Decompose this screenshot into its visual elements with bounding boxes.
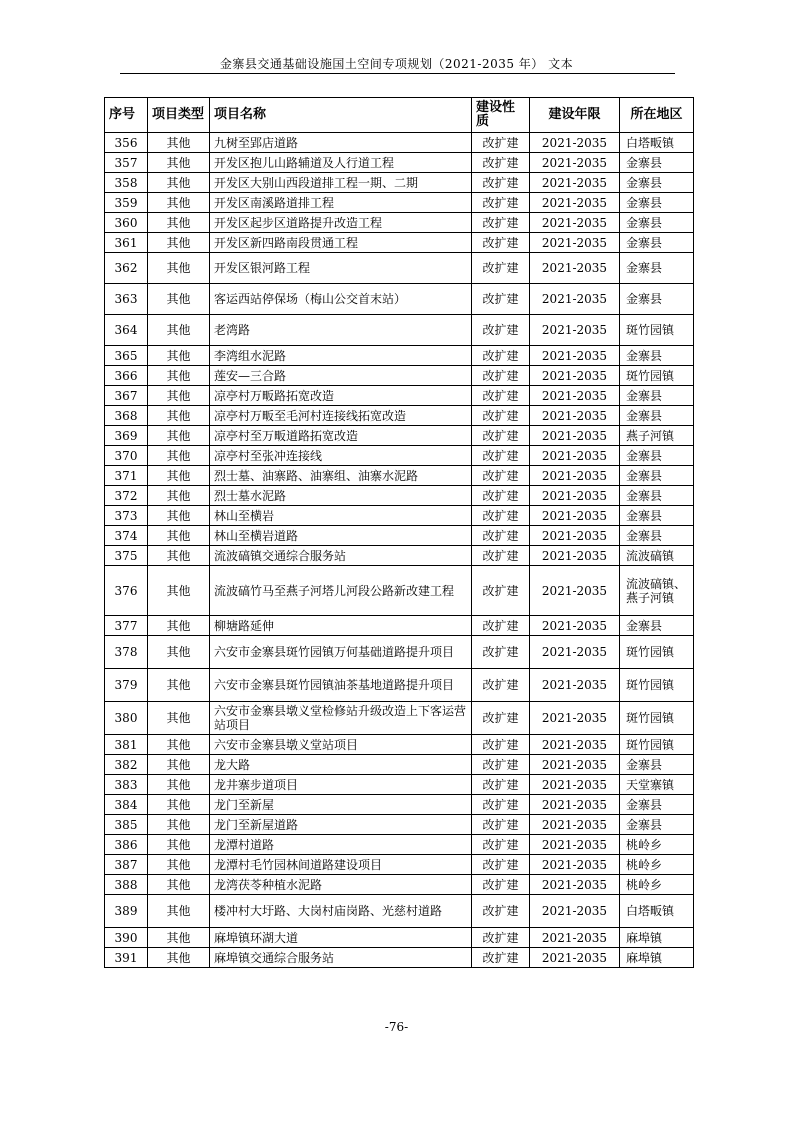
cell-name: 龙门至新屋道路 — [210, 815, 472, 835]
cell-period: 2021-2035 — [530, 669, 620, 702]
cell-name: 麻埠镇交通综合服务站 — [210, 948, 472, 968]
page-number: -76- — [384, 1020, 409, 1034]
cell-area: 金寨县 — [620, 616, 694, 636]
cell-nature: 改扩建 — [472, 815, 530, 835]
table-row — [105, 233, 694, 253]
cell-period: 2021-2035 — [530, 895, 620, 928]
cell-type: 其他 — [148, 133, 210, 153]
cell-name: 凉亭村至张冲连接线 — [210, 446, 472, 466]
cell-area: 金寨县 — [620, 815, 694, 835]
cell-period: 2021-2035 — [530, 173, 620, 193]
cell-seq: 367 — [105, 386, 148, 406]
cell-period: 2021-2035 — [530, 366, 620, 386]
cell-seq: 386 — [105, 835, 148, 855]
col-header-name: 项目名称 — [210, 98, 472, 133]
table-body — [105, 133, 694, 968]
table-row — [105, 446, 694, 466]
cell-name: 六安市金寨县墩义堂站项目 — [210, 735, 472, 755]
cell-area: 流波碻镇 — [620, 546, 694, 566]
cell-nature: 改扩建 — [472, 735, 530, 755]
cell-name: 凉亭村至万畈道路拓宽改造 — [210, 426, 472, 446]
cell-name: 六安市金寨县斑竹园镇油茶基地道路提升项目 — [210, 669, 472, 702]
cell-seq: 381 — [105, 735, 148, 755]
cell-type: 其他 — [148, 386, 210, 406]
cell-name: 柳塘路延伸 — [210, 616, 472, 636]
table-row — [105, 875, 694, 895]
cell-nature: 改扩建 — [472, 895, 530, 928]
cell-period: 2021-2035 — [530, 284, 620, 315]
table-row — [105, 775, 694, 795]
table-row — [105, 755, 694, 775]
table-row — [105, 315, 694, 346]
cell-seq: 372 — [105, 486, 148, 506]
cell-nature: 改扩建 — [472, 153, 530, 173]
cell-area: 金寨县 — [620, 526, 694, 546]
cell-seq: 359 — [105, 193, 148, 213]
cell-seq: 379 — [105, 669, 148, 702]
col-header-seq: 序号 — [105, 98, 148, 133]
cell-name: 六安市金寨县斑竹园镇万何基础道路提升项目 — [210, 636, 472, 669]
cell-nature: 改扩建 — [472, 546, 530, 566]
cell-area: 桃岭乡 — [620, 855, 694, 875]
cell-period: 2021-2035 — [530, 386, 620, 406]
cell-nature: 改扩建 — [472, 346, 530, 366]
cell-type: 其他 — [148, 233, 210, 253]
cell-seq: 374 — [105, 526, 148, 546]
cell-area: 白塔畈镇 — [620, 895, 694, 928]
cell-nature: 改扩建 — [472, 133, 530, 153]
cell-seq: 390 — [105, 928, 148, 948]
cell-type: 其他 — [148, 735, 210, 755]
table-row — [105, 406, 694, 426]
cell-nature: 改扩建 — [472, 406, 530, 426]
table-row — [105, 173, 694, 193]
cell-name: 林山至横岩 — [210, 506, 472, 526]
cell-seq: 387 — [105, 855, 148, 875]
cell-type: 其他 — [148, 173, 210, 193]
cell-seq: 362 — [105, 253, 148, 284]
cell-nature: 改扩建 — [472, 928, 530, 948]
cell-period: 2021-2035 — [530, 406, 620, 426]
cell-seq: 375 — [105, 546, 148, 566]
cell-area: 金寨县 — [620, 386, 694, 406]
cell-name: 开发区抱儿山路辅道及人行道工程 — [210, 153, 472, 173]
table-row — [105, 795, 694, 815]
cell-nature: 改扩建 — [472, 775, 530, 795]
table-row — [105, 253, 694, 284]
cell-nature: 改扩建 — [472, 755, 530, 775]
cell-name: 六安市金寨县墩义堂检修站升级改造上下客运营站项目 — [210, 702, 472, 735]
cell-type: 其他 — [148, 855, 210, 875]
cell-nature: 改扩建 — [472, 616, 530, 636]
cell-seq: 388 — [105, 875, 148, 895]
cell-name: 龙湾茯苓种植水泥路 — [210, 875, 472, 895]
cell-period: 2021-2035 — [530, 506, 620, 526]
cell-seq: 365 — [105, 346, 148, 366]
cell-name: 凉亭村万畈路拓宽改造 — [210, 386, 472, 406]
cell-period: 2021-2035 — [530, 253, 620, 284]
cell-type: 其他 — [148, 702, 210, 735]
table-row — [105, 669, 694, 702]
cell-period: 2021-2035 — [530, 616, 620, 636]
cell-name: 开发区南溪路道排工程 — [210, 193, 472, 213]
cell-period: 2021-2035 — [530, 346, 620, 366]
cell-seq: 366 — [105, 366, 148, 386]
cell-period: 2021-2035 — [530, 546, 620, 566]
cell-type: 其他 — [148, 755, 210, 775]
cell-period: 2021-2035 — [530, 795, 620, 815]
cell-name: 开发区起步区道路提升改造工程 — [210, 213, 472, 233]
cell-period: 2021-2035 — [530, 213, 620, 233]
cell-type: 其他 — [148, 466, 210, 486]
cell-area: 金寨县 — [620, 193, 694, 213]
cell-area: 金寨县 — [620, 253, 694, 284]
cell-type: 其他 — [148, 506, 210, 526]
cell-area: 麻埠镇 — [620, 948, 694, 968]
cell-nature: 改扩建 — [472, 875, 530, 895]
cell-area: 金寨县 — [620, 233, 694, 253]
cell-nature: 改扩建 — [472, 526, 530, 546]
cell-seq: 356 — [105, 133, 148, 153]
cell-nature: 改扩建 — [472, 284, 530, 315]
cell-seq: 371 — [105, 466, 148, 486]
cell-area: 金寨县 — [620, 506, 694, 526]
cell-name: 莲安—三合路 — [210, 366, 472, 386]
cell-seq: 357 — [105, 153, 148, 173]
cell-type: 其他 — [148, 566, 210, 616]
cell-period: 2021-2035 — [530, 566, 620, 616]
table-row — [105, 616, 694, 636]
table-row — [105, 526, 694, 546]
project-table — [104, 97, 694, 968]
cell-period: 2021-2035 — [530, 133, 620, 153]
cell-area: 燕子河镇 — [620, 426, 694, 446]
cell-area: 金寨县 — [620, 795, 694, 815]
cell-period: 2021-2035 — [530, 835, 620, 855]
col-header-type: 项目类型 — [148, 98, 210, 133]
cell-area: 金寨县 — [620, 406, 694, 426]
cell-nature: 改扩建 — [472, 366, 530, 386]
cell-nature: 改扩建 — [472, 486, 530, 506]
cell-type: 其他 — [148, 775, 210, 795]
cell-type: 其他 — [148, 928, 210, 948]
cell-area: 桃岭乡 — [620, 835, 694, 855]
cell-name: 林山至横岩道路 — [210, 526, 472, 546]
table-row — [105, 213, 694, 233]
cell-type: 其他 — [148, 366, 210, 386]
cell-period: 2021-2035 — [530, 855, 620, 875]
table-row — [105, 366, 694, 386]
cell-type: 其他 — [148, 546, 210, 566]
table-row — [105, 386, 694, 406]
table-row — [105, 855, 694, 875]
cell-type: 其他 — [148, 636, 210, 669]
cell-nature: 改扩建 — [472, 193, 530, 213]
cell-type: 其他 — [148, 835, 210, 855]
table-row — [105, 895, 694, 928]
table-row — [105, 133, 694, 153]
cell-period: 2021-2035 — [530, 948, 620, 968]
cell-seq: 391 — [105, 948, 148, 968]
cell-area: 金寨县 — [620, 755, 694, 775]
table-row — [105, 506, 694, 526]
table-row — [105, 948, 694, 968]
cell-seq: 377 — [105, 616, 148, 636]
cell-period: 2021-2035 — [530, 233, 620, 253]
cell-area: 金寨县 — [620, 346, 694, 366]
cell-seq: 358 — [105, 173, 148, 193]
cell-name: 开发区大别山西段道排工程一期、二期 — [210, 173, 472, 193]
cell-name: 客运西站停保场（梅山公交首末站） — [210, 284, 472, 315]
cell-type: 其他 — [148, 406, 210, 426]
cell-type: 其他 — [148, 253, 210, 284]
cell-nature: 改扩建 — [472, 669, 530, 702]
header-rule — [120, 73, 675, 74]
cell-period: 2021-2035 — [530, 755, 620, 775]
cell-seq: 385 — [105, 815, 148, 835]
cell-period: 2021-2035 — [530, 815, 620, 835]
cell-period: 2021-2035 — [530, 875, 620, 895]
cell-area: 金寨县 — [620, 466, 694, 486]
table-row — [105, 566, 694, 616]
cell-period: 2021-2035 — [530, 426, 620, 446]
table-row — [105, 636, 694, 669]
cell-period: 2021-2035 — [530, 636, 620, 669]
cell-nature: 改扩建 — [472, 315, 530, 346]
cell-seq: 383 — [105, 775, 148, 795]
cell-area: 流波碻镇、燕子河镇 — [620, 566, 694, 616]
cell-type: 其他 — [148, 875, 210, 895]
cell-nature: 改扩建 — [472, 426, 530, 446]
cell-area: 金寨县 — [620, 284, 694, 315]
cell-area: 金寨县 — [620, 153, 694, 173]
cell-name: 九树至郢店道路 — [210, 133, 472, 153]
cell-period: 2021-2035 — [530, 193, 620, 213]
cell-nature: 改扩建 — [472, 253, 530, 284]
col-header-nature: 建设性质 — [472, 98, 530, 133]
cell-type: 其他 — [148, 895, 210, 928]
cell-nature: 改扩建 — [472, 948, 530, 968]
cell-type: 其他 — [148, 486, 210, 506]
cell-type: 其他 — [148, 153, 210, 173]
col-header-period: 建设年限 — [530, 98, 620, 133]
cell-nature: 改扩建 — [472, 446, 530, 466]
cell-name: 凉亭村万畈至毛河村连接线拓宽改造 — [210, 406, 472, 426]
cell-type: 其他 — [148, 426, 210, 446]
cell-period: 2021-2035 — [530, 446, 620, 466]
cell-type: 其他 — [148, 526, 210, 546]
cell-name: 老湾路 — [210, 315, 472, 346]
cell-name: 龙潭村道路 — [210, 835, 472, 855]
table-row — [105, 735, 694, 755]
cell-period: 2021-2035 — [530, 486, 620, 506]
cell-seq: 363 — [105, 284, 148, 315]
table-row — [105, 284, 694, 315]
cell-name: 烈士墓、油寨路、油寨组、油寨水泥路 — [210, 466, 472, 486]
cell-seq: 378 — [105, 636, 148, 669]
cell-name: 龙潭村毛竹园林间道路建设项目 — [210, 855, 472, 875]
cell-seq: 369 — [105, 426, 148, 446]
cell-nature: 改扩建 — [472, 835, 530, 855]
cell-area: 斑竹园镇 — [620, 735, 694, 755]
cell-seq: 370 — [105, 446, 148, 466]
cell-period: 2021-2035 — [530, 153, 620, 173]
cell-seq: 368 — [105, 406, 148, 426]
cell-area: 金寨县 — [620, 213, 694, 233]
cell-nature: 改扩建 — [472, 566, 530, 616]
cell-type: 其他 — [148, 193, 210, 213]
cell-type: 其他 — [148, 284, 210, 315]
cell-name: 流波碻竹马至燕子河塔儿河段公路新改建工程 — [210, 566, 472, 616]
cell-area: 斑竹园镇 — [620, 315, 694, 346]
cell-seq: 382 — [105, 755, 148, 775]
cell-seq: 376 — [105, 566, 148, 616]
cell-type: 其他 — [148, 346, 210, 366]
table-row — [105, 153, 694, 173]
cell-area: 麻埠镇 — [620, 928, 694, 948]
cell-nature: 改扩建 — [472, 855, 530, 875]
table-row — [105, 193, 694, 213]
cell-nature: 改扩建 — [472, 173, 530, 193]
table-row — [105, 486, 694, 506]
cell-seq: 360 — [105, 213, 148, 233]
cell-period: 2021-2035 — [530, 775, 620, 795]
cell-type: 其他 — [148, 669, 210, 702]
table-row — [105, 928, 694, 948]
cell-period: 2021-2035 — [530, 466, 620, 486]
cell-name: 龙大路 — [210, 755, 472, 775]
cell-area: 金寨县 — [620, 486, 694, 506]
cell-period: 2021-2035 — [530, 702, 620, 735]
cell-name: 龙门至新屋 — [210, 795, 472, 815]
table-header-row — [105, 98, 694, 133]
cell-area: 斑竹园镇 — [620, 636, 694, 669]
cell-period: 2021-2035 — [530, 526, 620, 546]
table-row — [105, 546, 694, 566]
cell-nature: 改扩建 — [472, 386, 530, 406]
cell-area: 斑竹园镇 — [620, 366, 694, 386]
col-header-area: 所在地区 — [620, 98, 694, 133]
cell-area: 桃岭乡 — [620, 875, 694, 895]
cell-seq: 380 — [105, 702, 148, 735]
cell-type: 其他 — [148, 213, 210, 233]
cell-type: 其他 — [148, 616, 210, 636]
cell-area: 金寨县 — [620, 446, 694, 466]
cell-seq: 373 — [105, 506, 148, 526]
table-row — [105, 346, 694, 366]
cell-area: 天堂寨镇 — [620, 775, 694, 795]
cell-type: 其他 — [148, 815, 210, 835]
cell-name: 烈士墓水泥路 — [210, 486, 472, 506]
cell-nature: 改扩建 — [472, 702, 530, 735]
cell-seq: 389 — [105, 895, 148, 928]
cell-area: 白塔畈镇 — [620, 133, 694, 153]
cell-type: 其他 — [148, 795, 210, 815]
cell-period: 2021-2035 — [530, 928, 620, 948]
cell-nature: 改扩建 — [472, 636, 530, 669]
cell-seq: 384 — [105, 795, 148, 815]
cell-name: 开发区新四路南段贯通工程 — [210, 233, 472, 253]
cell-type: 其他 — [148, 315, 210, 346]
cell-name: 流波碻镇交通综合服务站 — [210, 546, 472, 566]
table-row — [105, 835, 694, 855]
cell-area: 金寨县 — [620, 173, 694, 193]
cell-type: 其他 — [148, 446, 210, 466]
cell-nature: 改扩建 — [472, 795, 530, 815]
cell-name: 李湾组水泥路 — [210, 346, 472, 366]
cell-seq: 361 — [105, 233, 148, 253]
cell-name: 楼冲村大圩路、大岗村庙岗路、光慈村道路 — [210, 895, 472, 928]
cell-period: 2021-2035 — [530, 735, 620, 755]
cell-nature: 改扩建 — [472, 233, 530, 253]
cell-nature: 改扩建 — [472, 466, 530, 486]
table-row — [105, 466, 694, 486]
cell-name: 开发区银河路工程 — [210, 253, 472, 284]
cell-nature: 改扩建 — [472, 213, 530, 233]
cell-area: 斑竹园镇 — [620, 702, 694, 735]
cell-area: 斑竹园镇 — [620, 669, 694, 702]
cell-period: 2021-2035 — [530, 315, 620, 346]
page-header: 金寨县交通基础设施国土空间专项规划（2021-2035 年） 文本 — [219, 57, 574, 71]
table-row — [105, 426, 694, 446]
cell-type: 其他 — [148, 948, 210, 968]
table-row — [105, 815, 694, 835]
cell-name: 麻埠镇环湖大道 — [210, 928, 472, 948]
cell-nature: 改扩建 — [472, 506, 530, 526]
cell-seq: 364 — [105, 315, 148, 346]
cell-name: 龙井寨步道项目 — [210, 775, 472, 795]
table-row — [105, 702, 694, 735]
